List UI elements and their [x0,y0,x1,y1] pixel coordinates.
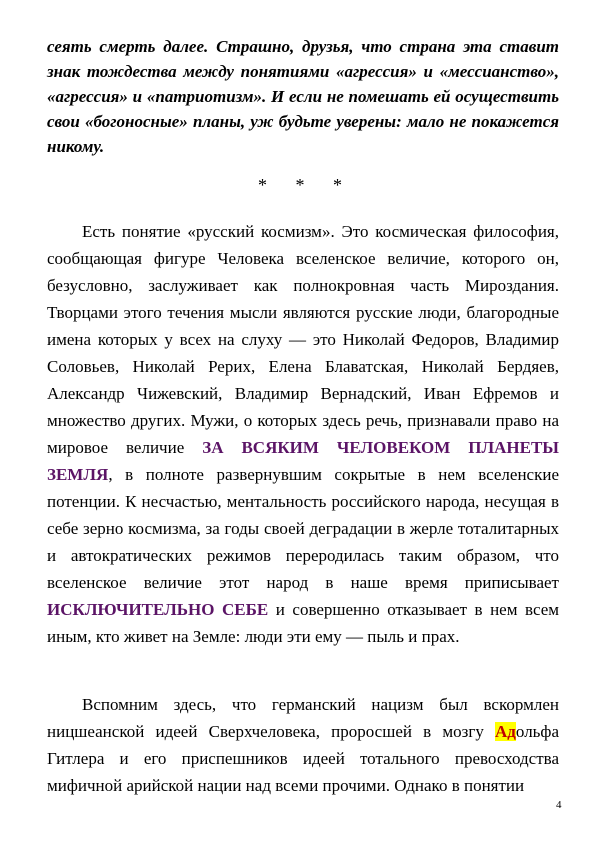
paragraph-text: и совершенно отказывает в нем всем иным, кто живет на Земле: люди эти ему — пыль и прах. [47,600,560,646]
paragraph-text: Есть понятие «русский космизм». Это космическая философия, сообщающая фигуре Человека вселенское величие, которого он, безусловно, заслуживает как полнокровная часть Мироздания. Творцами этого течения мысли являются русские люди, благородные имена которых у всех на слуху — это Николай Федоров, Владимир Соловьев, Николай Рерих, Елена Блаватская, Николай Бердяев, Александр Чижевский, Владимир Вернадский, Иван Ефремов и множество других. Мужи, о которых здесь речь, признавали право на мировое величие [47,222,559,457]
section-separator [0,175,600,196]
page-number: 4 [556,799,562,811]
emphasis-text: ИСКЛЮЧИТЕЛЬНО СЕБЕ [47,600,269,619]
paragraph-text: , в полноте развернувшим сокрытые в нем вселенские потенции. К несчастью, ментальность российского народа, несущая в себе зерно космизма, за годы своей деградации в жерле тоталитарных и автократических режимов переродилась таким образом, что вселенское величие этот народ в наше время приписывает [47,465,559,592]
separator-star: * [295,175,305,195]
emphasis-text: ЗА ВСЯКИМ ЧЕЛОВЕКОМ ПЛАНЕТЫ ЗЕМЛЯ [47,438,559,484]
separator-star: * [333,175,342,195]
separator-star: * [258,175,267,195]
highlighted-text: Ад [495,722,516,741]
paragraph-cosmism [47,218,559,650]
paragraph-text: ольфа Гитлера и его приспешников идеей тотального превосходства мифичной арийской нации над всеми прочими. Однако в понятии [47,722,559,795]
paragraph-text: Вспомним здесь, что германский нацизм был вскормлен ницшеанской идеей Сверхчеловека, проросшей в мозгу [47,695,559,741]
paragraph-nazism [47,691,559,799]
intro-paragraph: сеять смерть далее. Страшно, друзья, что страна эта ставит знак тождества между понятиями «агрессия» и «мессианство», «агрессия» и «патриотизм». И если не помешать ей осуществить свои «богоносные» планы, уж будьте уверены: мало не покажется никому. [47,37,559,156]
